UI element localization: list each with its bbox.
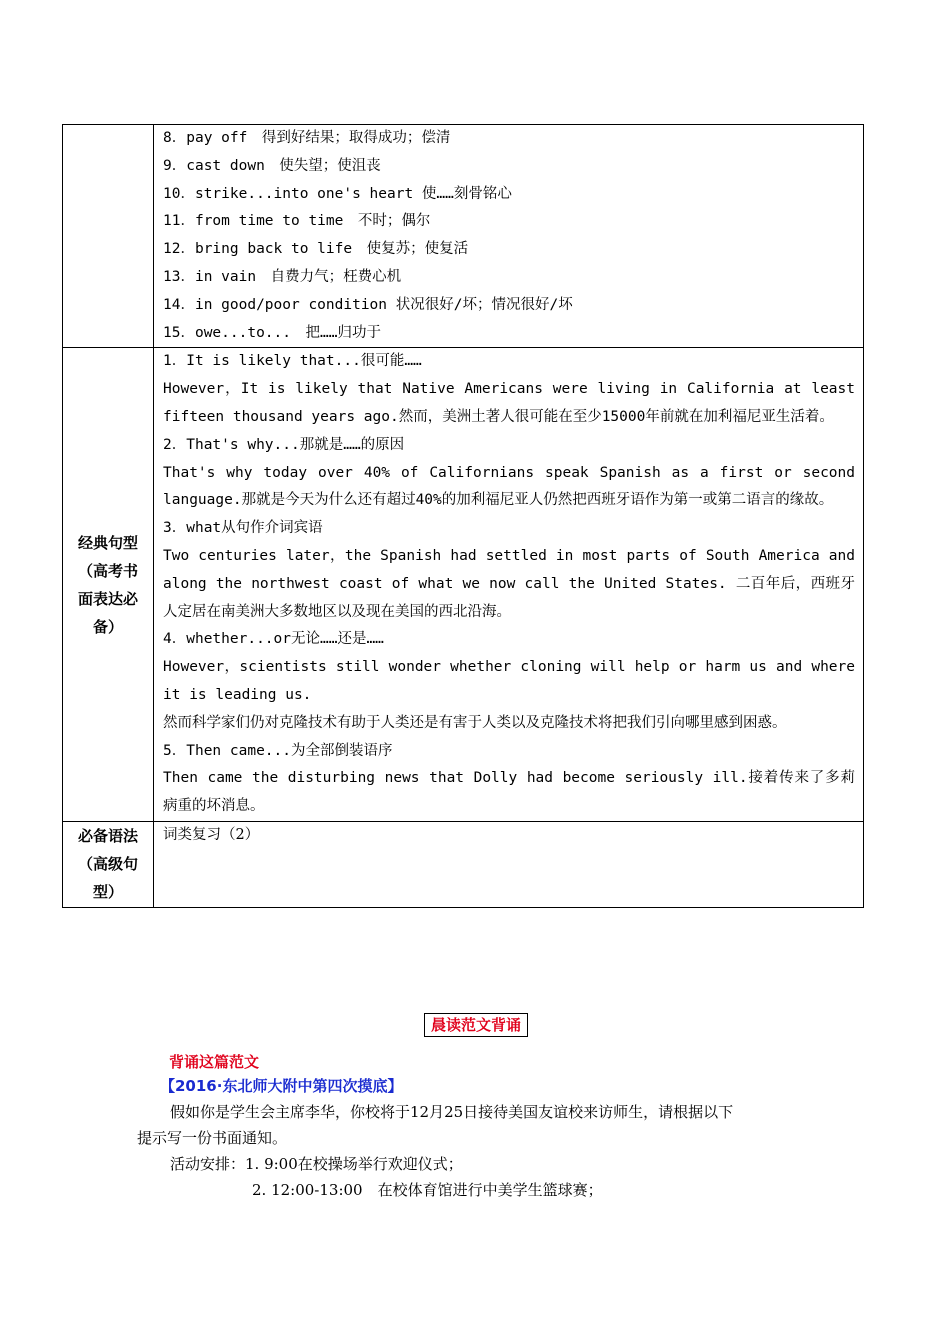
sentence-example: Then came the disturbing news that Dolly had become seriously ill.接着传来了多莉病重的坏消息。 bbox=[163, 770, 855, 815]
sentence-head: 3．what从句作介词宾语 bbox=[163, 520, 323, 537]
phrases-label-cell bbox=[63, 125, 154, 348]
phrase-item: 8．pay off 得到好结果；取得成功；偿清 bbox=[163, 130, 451, 146]
sentence-head: 1．It is likely that...很可能…… bbox=[163, 353, 422, 370]
phrase-item: 12．bring back to life 使复苏；使复活 bbox=[163, 241, 469, 258]
sentence-head: 2．That's why...那就是……的原因 bbox=[163, 436, 405, 453]
schedule bbox=[137, 1151, 817, 1203]
phrase-item: 14．in good/poor condition 状况很好/坏；情况很好/坏 bbox=[163, 296, 573, 313]
schedule-item: 2. 12:00-13:00 在校体育馆进行中美学生篮球赛； bbox=[252, 1181, 603, 1199]
phrase-item: 15．owe...to... 把……归功于 bbox=[163, 324, 381, 341]
source-heading: 【2016·东北师大附中第四次摸底】 bbox=[160, 1077, 403, 1095]
section-title: 晨读范文背诵 bbox=[424, 1013, 528, 1037]
sentences-label: 经典句型（高考书面表达必备） bbox=[63, 348, 154, 822]
phrase-item: 9．cast down 使失望；使沮丧 bbox=[163, 157, 381, 174]
sentence-example: However，scientists still wonder whether cloning will help or harm us and where it is leading us. bbox=[163, 659, 855, 703]
phrase-item: 13．in vain 自费力气；枉费心机 bbox=[163, 268, 402, 285]
phrase-item: 11．from time to time 不时；偶尔 bbox=[163, 213, 431, 230]
sentence-head: 5．Then came...为全部倒装语序 bbox=[163, 742, 393, 759]
phrases-row bbox=[63, 125, 864, 348]
prompt-line: 提示写一份书面通知。 bbox=[137, 1129, 288, 1147]
sentence-example: However，It is likely that Native Americans were living in California at least fifteen thousand years ago.然而，美洲土著人很可能在至少15000年前就在加利福尼亚生活着。 bbox=[163, 381, 855, 425]
grammar-content-cell bbox=[154, 821, 864, 907]
prompt-paragraph bbox=[137, 1099, 817, 1151]
prompt-line: 假如你是学生会主席李华，你校将于12月25日接待美国友谊校来访师生，请根据以下 bbox=[170, 1103, 734, 1121]
schedule-item: 活动安排：1. 9:00在校操场举行欢迎仪式； bbox=[170, 1155, 463, 1173]
sentence-example: Two centuries later，the Spanish had settled in most parts of South America and along the northwest coast of what we now call the United States. 二百年后，西班牙人定居在南美洲大多数地区以及现在美国的西北沿海。 bbox=[163, 547, 855, 620]
recite-heading: 背诵这篇范文 bbox=[169, 1053, 260, 1071]
vocab-table bbox=[62, 124, 864, 908]
sentences-row bbox=[63, 348, 864, 822]
phrases-content-cell bbox=[154, 125, 864, 348]
sentence-head: 4．whether...or无论……还是…… bbox=[163, 631, 384, 648]
grammar-row bbox=[63, 821, 864, 907]
sentences-content-cell bbox=[154, 348, 864, 822]
phrase-item: 10．strike...into one's heart 使……刻骨铭心 bbox=[163, 185, 512, 202]
grammar-label: 必备语法（高级句型） bbox=[63, 821, 154, 907]
sentence-translation: 然而科学家们仍对克隆技术有助于人类还是有害于人类以及克隆技术将把我们引向哪里感到困惑。 bbox=[163, 714, 787, 731]
grammar-content: 词类复习（2） bbox=[163, 826, 260, 843]
sentence-example: That's why today over 40% of Californians speak Spanish as a first or second language.那就是今天为什么还有超过40%的加利福尼亚人仍然把西班牙语作为第一或第二语言的缘故。 bbox=[163, 464, 855, 509]
